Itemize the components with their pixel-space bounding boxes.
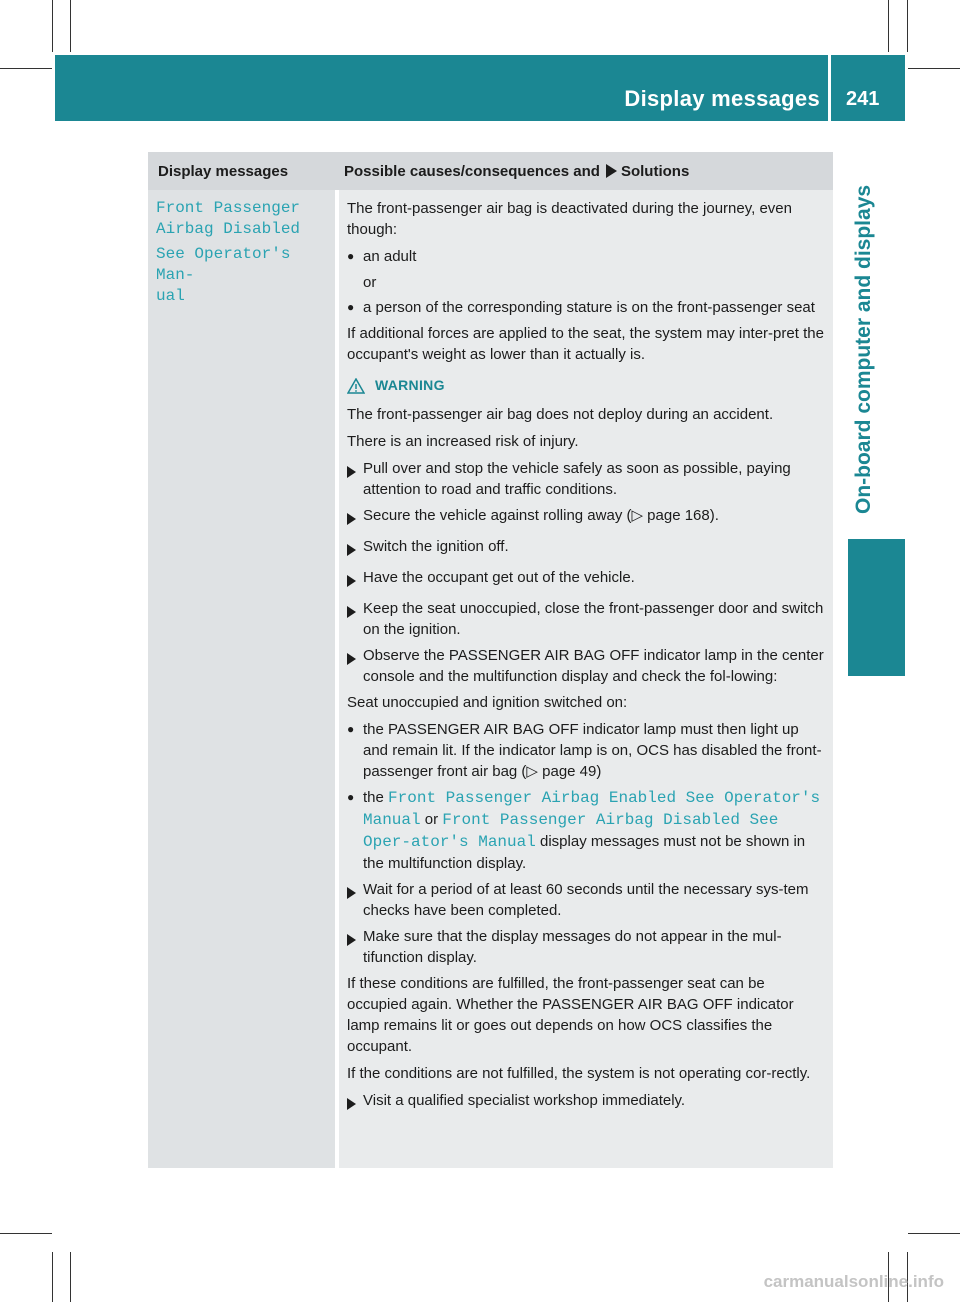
step-arrow-icon [347,575,356,587]
message-cell [148,190,335,1168]
crop-mark [0,68,52,69]
table-row [148,190,833,1168]
bullet-icon: ● [347,300,355,314]
watermark: carmanualsonline.info [763,1272,944,1291]
instruction-step: Secure the vehicle against rolling away (▷ page 168). [347,505,827,531]
page-number: 241 [846,88,880,110]
bullet-icon: ● [347,249,355,263]
arrow-right-icon [606,164,617,178]
display-message-text: Front Passenger Airbag Disabled See Oper‐ator's Manual [363,811,788,851]
fulfilled-text: If these conditions are fulfilled, the front-passenger seat can be occupied again. Whether the PASSENGER AIR BAG OFF indicator lamp remains lit or goes out depends on how OCS classifies the occupant. [347,975,794,1055]
instruction-step: Observe the PASSENGER AIR BAG OFF indicator lamp in the center console and the multifunction display and check the fol-lowing: [347,645,827,687]
crop-mark [70,1252,71,1302]
step-arrow-icon [347,466,356,478]
step-arrow-icon [347,513,356,525]
crop-mark [908,1233,960,1234]
bullet-icon: ● [347,722,355,736]
not-fulfilled-text: If the conditions are not fulfilled, the system is not operating cor-rectly. [347,1065,811,1082]
column-header-display-messages: Display messages [158,162,289,180]
crop-mark [52,0,53,52]
chapter-side-tab: On-board computer and displays [852,184,875,514]
list-item: ● an adult [347,248,417,265]
instruction-step: Make sure that the display messages do not appear in the mul-tifunction display. [347,926,827,968]
display-message-text: See Operator's Man‐ ual [156,245,301,305]
instruction-step: Switch the ignition off. [347,536,827,562]
crop-mark [908,68,960,69]
or-text: or [363,274,377,291]
chapter-marker-block [848,539,905,676]
instruction-step: Keep the seat unoccupied, close the front-passenger door and switch on the ignition. [347,598,827,640]
list-item: ● the Front Passenger Airbag Enabled See Operator's Manual or Front Passenger Airbag Disabled See Oper‐ator's Manual display messages must not be shown in the multifunction display. [347,789,830,872]
step-arrow-icon [347,887,356,899]
display-message-text: Front Passenger Airbag Enabled See Operator's Manual [363,789,830,829]
step-arrow-icon [347,544,356,556]
bullet-icon: ● [347,790,355,804]
header-divider [828,55,831,121]
crop-mark [888,0,889,52]
step-arrow-icon [347,653,356,665]
crop-mark [907,0,908,52]
solutions-cell [339,190,833,1168]
step-arrow-icon [347,1098,356,1110]
header-solutions-label: Solutions [620,162,690,180]
list-item: ● the PASSENGER AIR BAG OFF indicator lamp must then light up and remain lit. If the indicator lamp is on, OCS has disabled the front-passenger front air bag (▷ page 49) [347,721,822,780]
display-messages-table [148,152,833,1168]
header-causes-label: Possible causes/consequences and [344,162,600,180]
instruction-step: Pull over and stop the vehicle safely as soon as possible, paying attention to road and traffic conditions. [347,458,827,500]
instruction-step: Have the occupant get out of the vehicle. [347,567,827,593]
list-item: ● a person of the corresponding stature is on the front-passenger seat [347,299,815,316]
crop-mark [52,1252,53,1302]
column-header-solutions [330,163,689,180]
crop-mark [70,0,71,52]
page-title: Display messages [624,86,820,111]
additional-text: If additional forces are applied to the seat, the system may inter-pret the occupant's weight as lower than it actually is. [347,325,824,363]
warning-triangle-icon [347,378,365,394]
crop-mark [0,1233,52,1234]
table-header [148,152,833,190]
display-message-text: Front Passenger Airbag Disabled [156,199,301,238]
warning-text: The front-passenger air bag does not deploy during an accident. [347,406,774,423]
instruction-step: Wait for a period of at least 60 seconds until the necessary sys-tem checks have been completed. [347,879,827,921]
warning-text: There is an increased risk of injury. [347,433,579,450]
instruction-step: Visit a qualified specialist workshop immediately. [347,1090,827,1116]
step-arrow-icon [347,934,356,946]
warning-label: WARNING [375,377,445,393]
seat-unoccupied-text: Seat unoccupied and ignition switched on: [347,694,628,711]
warning-heading [347,375,827,396]
intro-text: The front-passenger air bag is deactivated during the journey, even though: [347,200,792,238]
step-arrow-icon [347,606,356,618]
